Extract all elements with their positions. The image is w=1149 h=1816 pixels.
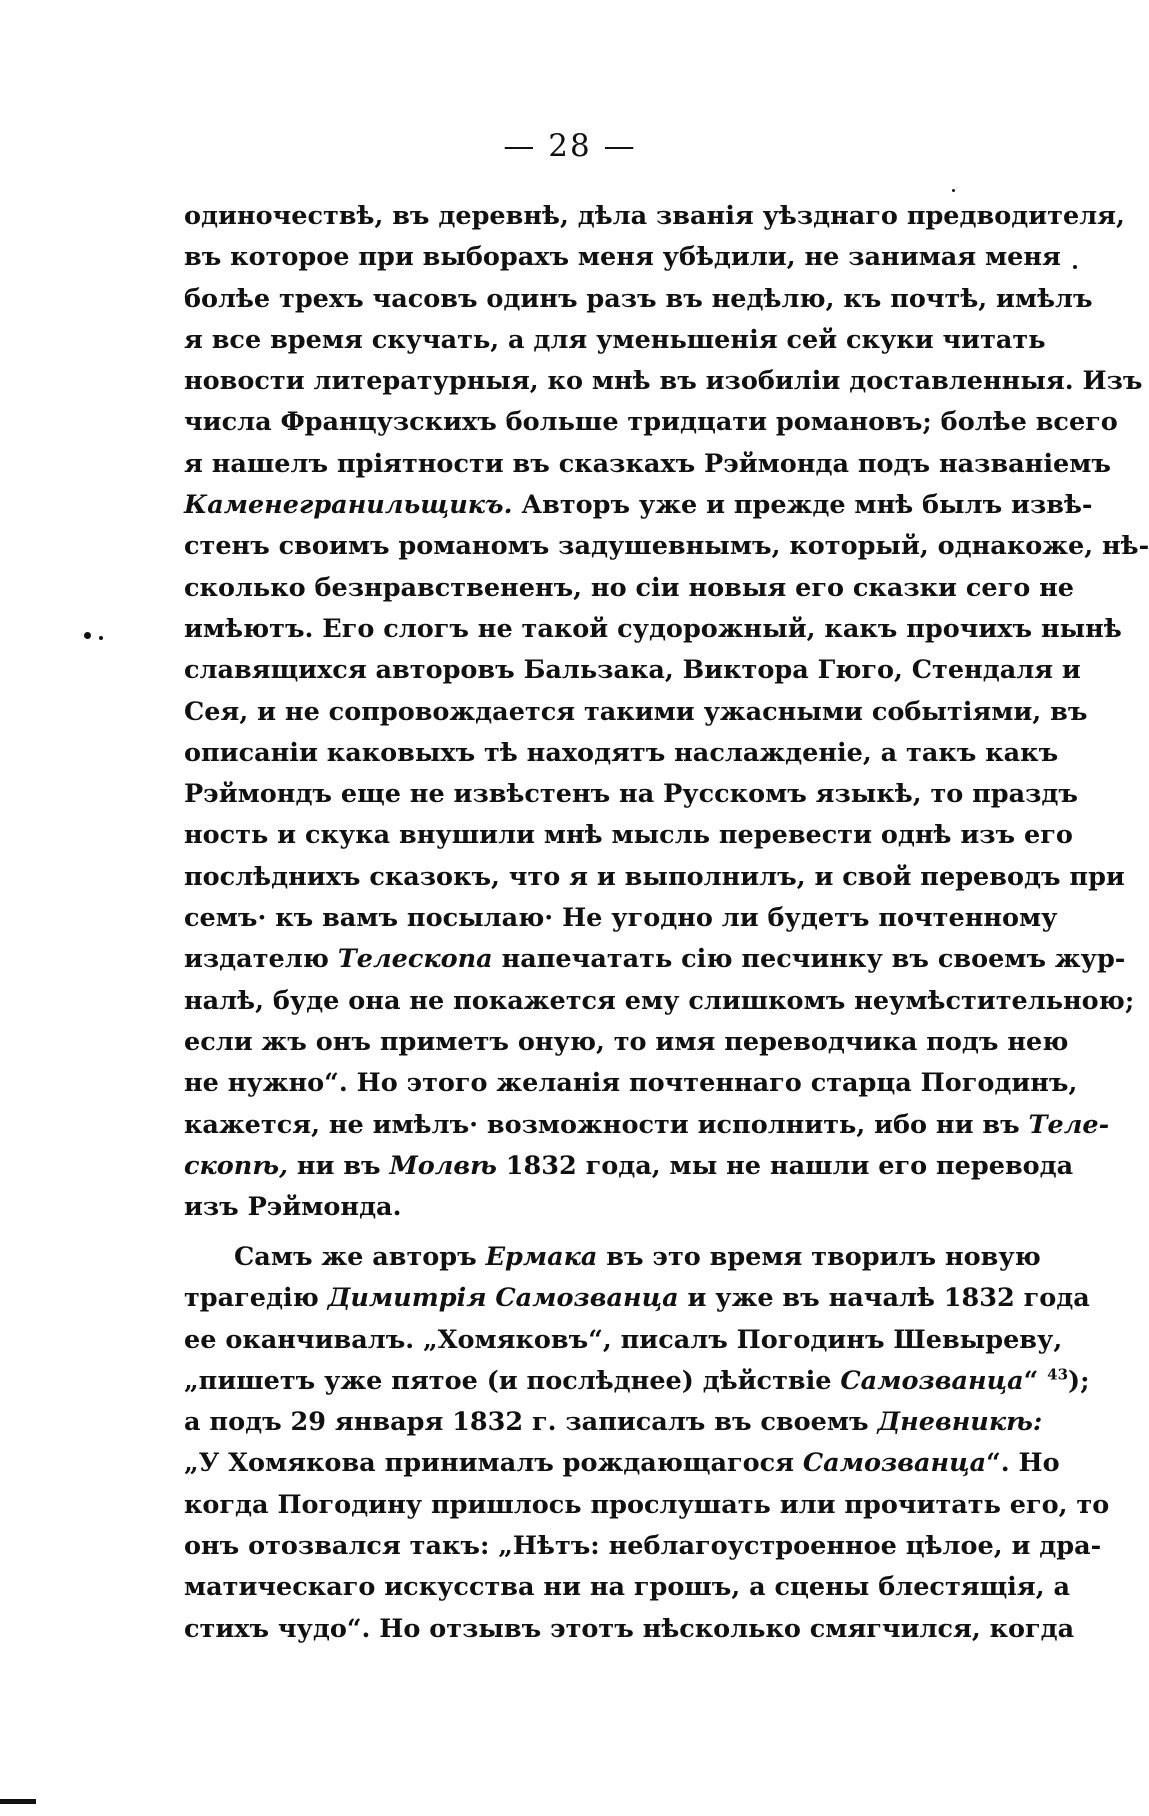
- footnote-ref: 43: [1047, 1365, 1069, 1384]
- text-line: [184, 1146, 1074, 1187]
- paragraph-new: [184, 1237, 1110, 1650]
- text-line: [184, 1443, 1060, 1484]
- text-line: въ которое при выборахъ меня убѣдили, не занимая меня: [184, 242, 1061, 273]
- text-line: [184, 1402, 1043, 1443]
- text-line: онъ отозвался такъ: „Нѣтъ: неблагоустроенное цѣлое, и дра-: [184, 1531, 1102, 1562]
- text-run: );: [1068, 1365, 1090, 1396]
- scan-mark: [99, 636, 103, 640]
- text-run: “: [1023, 1365, 1048, 1396]
- text-line: числа Французскихъ больше тридцати романовъ; болѣе всего: [184, 407, 1118, 438]
- italic-title: Самозванца: [840, 1365, 1024, 1396]
- text-line: болѣе трехъ часовъ одинъ разъ въ недѣлю, къ почтѣ, имѣлъ: [184, 283, 1093, 314]
- text-run: въ это время творилъ новую: [597, 1242, 1041, 1272]
- text-line: новости литературныя, ко мнѣ въ изобиліи доставленныя. Изъ: [184, 366, 1143, 397]
- text-run: 1832 года, мы не нашли его перевода: [496, 1150, 1074, 1181]
- text-line: налѣ, буде она не покажется ему слишкомъ неумѣстительною;: [184, 985, 1135, 1016]
- text-run: Самъ же авторъ: [234, 1242, 486, 1272]
- text-line: ее оканчивалъ. „Хомяковъ“, писалъ Погодинъ Шевыреву,: [184, 1324, 1063, 1355]
- page-number: — 28 —: [503, 128, 637, 164]
- text-line: [184, 1278, 1090, 1319]
- text-run: „пишетъ уже пятое (и послѣднее) дѣйствіе: [184, 1365, 841, 1396]
- text-line: славящихся авторовъ Бальзака, Виктора Гюго, Стендаля и: [184, 655, 1081, 686]
- text-line: если жъ онъ приметъ оную, то имя переводчика подъ нею: [184, 1026, 1069, 1057]
- text-run: а подъ 29 января 1832 г. записалъ въ своемъ: [184, 1407, 878, 1438]
- italic-title: Молвѣ: [389, 1150, 497, 1181]
- text-line: [184, 1105, 1110, 1146]
- paragraph-continued: [184, 196, 1149, 1228]
- text-line: [184, 485, 1093, 526]
- scan-mark: [1073, 265, 1077, 269]
- italic-title: Каменегранильщикъ.: [184, 490, 513, 521]
- text-line: одиночествѣ, въ деревнѣ, дѣла званія уѣзднаго предводителя,: [184, 201, 1125, 231]
- text-line: [184, 1361, 1090, 1402]
- text-line: семъ· къ вамъ посылаю· Не угодно ли будетъ почтенному: [184, 903, 1058, 934]
- text-run: трагедію: [184, 1283, 328, 1314]
- text-run: “. Но: [986, 1448, 1060, 1479]
- italic-title: Димитрія Самозванца: [327, 1283, 679, 1314]
- text-line: описаніи каковыхъ тѣ находятъ наслажденіе, а такъ какъ: [184, 737, 1059, 768]
- text-line: Рэймондъ еще не извѣстенъ на Русскомъ языкѣ, то праздъ: [184, 779, 1078, 810]
- italic-title: Дневникѣ:: [877, 1407, 1043, 1438]
- text-run: кажется, не имѣлъ· возможности исполнить, ибо ни въ: [184, 1109, 1029, 1140]
- text-line: стенъ своимъ романомъ задушевнымъ, который, однакоже, нѣ-: [184, 531, 1149, 562]
- text-line: ность и скука внушили мнѣ мысль перевести однѣ изъ его: [184, 820, 1073, 851]
- italic-title: Ермака: [485, 1242, 598, 1272]
- text-run: „У Хомякова принималъ рождающагося: [184, 1448, 803, 1479]
- text-run: издателю: [184, 944, 338, 975]
- text-line: послѣднихъ сказокъ, что я и выполнилъ, и свой переводъ при: [184, 861, 1125, 892]
- italic-title: скопѣ,: [184, 1150, 288, 1181]
- text-run: напечатать сію песчинку въ своемъ жур-: [492, 944, 1126, 975]
- text-line: матическаго искусства ни на грошъ, а сцены блестящія, а: [184, 1572, 1070, 1603]
- text-run: ни въ: [287, 1150, 390, 1181]
- text-line: стихъ чудо“. Но отзывъ этотъ нѣсколько смягчился, когда: [184, 1613, 1075, 1644]
- italic-title: Телескопа: [337, 944, 493, 975]
- scan-mark: [952, 189, 955, 192]
- text-line: когда Погодину пришлось прослушать или прочитать его, то: [184, 1489, 1110, 1520]
- italic-title: Самозванца: [802, 1448, 987, 1479]
- text-line: сколько безнравствененъ, но сіи новыя его сказки сего не: [184, 572, 1074, 603]
- scan-mark: [0, 1799, 36, 1804]
- text-line: изъ Рэймонда.: [184, 1192, 402, 1223]
- text-line: Сея, и не сопровождается такими ужасными событіями, въ: [184, 696, 1088, 727]
- text-line: не нужно“. Но этого желанія почтеннаго старца Погодинъ,: [184, 1068, 1078, 1099]
- italic-title: Теле-: [1028, 1109, 1110, 1140]
- text-run: и уже въ началѣ 1832 года: [678, 1283, 1090, 1314]
- text-run: Авторъ уже и прежде мнѣ былъ извѣ-: [512, 490, 1093, 521]
- text-line: [184, 939, 1126, 980]
- text-line: я нашелъ пріятности въ сказкахъ Рэймонда подъ названіемъ: [184, 448, 1111, 479]
- scan-mark: [84, 632, 91, 639]
- text-line: имѣютъ. Его слогъ не такой судорожный, какъ прочихъ нынѣ: [184, 613, 1122, 644]
- text-line: [184, 1237, 1041, 1278]
- text-line: я все время скучать, а для уменьшенія сей скуки читать: [184, 324, 1046, 355]
